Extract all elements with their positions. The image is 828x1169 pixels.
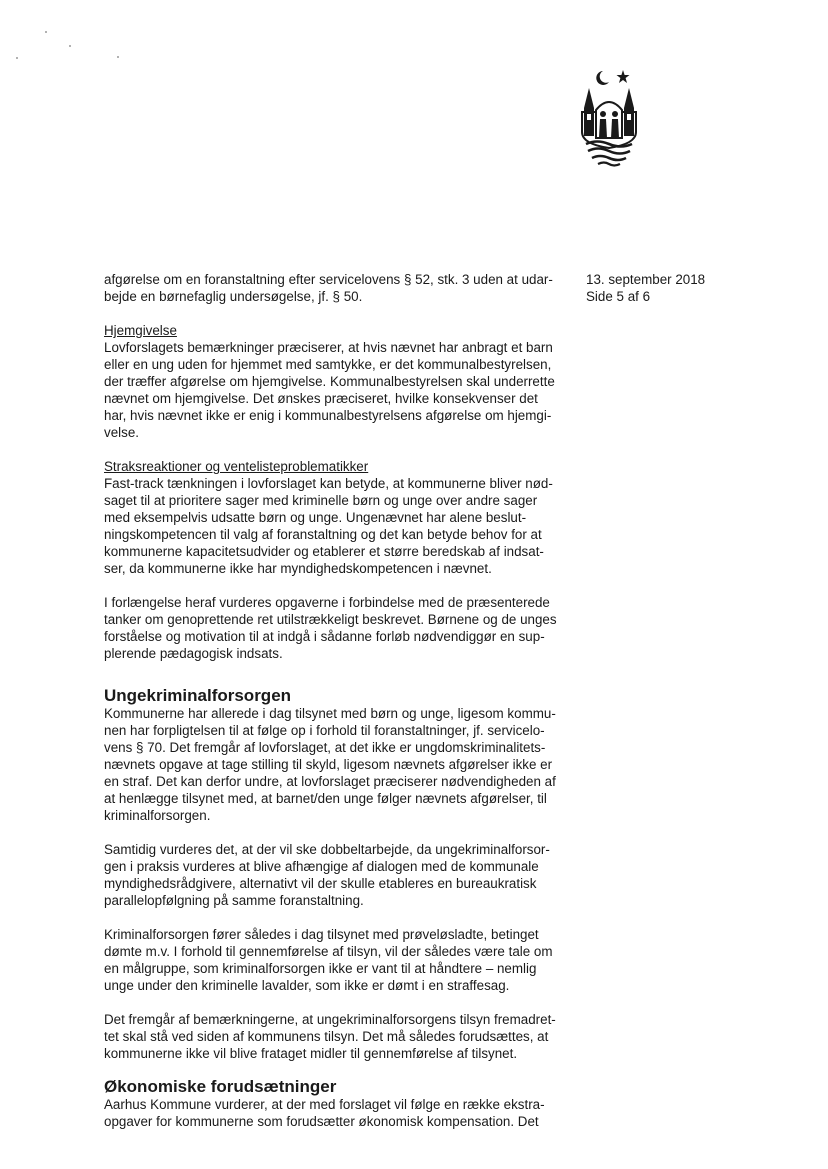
paragraph-ungekrim-2: Samtidig vurderes det, at der vil ske dobbeltarbejde, da ungekriminalforsor- gen i praksis vurderes at blive afhængige af dialogen med de kommunale myndighedsrådgivere, alternativt vil der skulle etableres en bureaukratisk parallelopfølgning på samme foranstaltning. (104, 842, 550, 908)
paragraph-hjemgivelse: Lovforslagets bemærkninger præciserer, at hvis nævnet har anbragt et barn eller en ung uden for hjemmet med samtykke, er det kommunalbestyrelsen, der træffer afgørelse om hjemgivelse. Kommunalbestyrelsen skal underrette nævnet om hjemgivelse. Det ønskes præciseret, hvilke konsekvenser det har, hvis nævnet ikke er enig i kommunalbestyrelsens afgørelse om hjemgi- velse. (104, 340, 555, 440)
document-meta (586, 271, 786, 305)
paragraph-forlaengelse: I forlængelse heraf vurderes opgaverne i forbindelse med de præsenterede tanker om genoprettende ret utilstrækkeligt beskrevet. Børnene og de unges forståelse og motivation til at indgå i sådanne forløb nødvendiggør en sup- plerende pædagogisk indsats. (104, 595, 557, 661)
document-body (104, 271, 564, 1130)
subheading-hjemgivelse: Hjemgivelse (104, 323, 177, 338)
section-heading-ungekriminalforsorgen: Ungekriminalforsorgen (104, 686, 292, 705)
section-heading-oekonomiske-forudsaetninger: Økonomiske forudsætninger (104, 1077, 337, 1096)
paragraph-oekonomi: Aarhus Kommune vurderer, at der med forslaget vil følge en række ekstra- opgaver for kommunerne som forudsætter økonomisk kompensation. Det (104, 1097, 545, 1129)
paragraph-ungekrim-1: Kommunerne har allerede i dag tilsynet med børn og unge, ligesom kommu- nen har forpligtelsen til at følge op i forhold til foranstaltninger, jf. servicelo- vens § 70. Det fremgår af lovforslaget, at det ikke er ungdomskriminalitets- nævnets opgave at tage stilling til skyld, ligesom nævnets afgørelser ikke er en straf. Det kan derfor undre, at lovforslaget præciserer nødvendigheden af at henlægge tilsynet med, at barnet/den unge følger nævnets afgørelser, til kriminalforsorgen. (104, 706, 556, 823)
paragraph-ungekrim-4: Det fremgår af bemærkningerne, at ungekriminalforsorgens tilsyn fremadret- tet skal stå ved siden af kommunens tilsyn. Det må således forudsættes, at kommunerne ikke vil blive frataget midler til gennemførelse af tilsynet. (104, 1012, 556, 1061)
subheading-straksreaktioner: Straksreaktioner og ventelisteproblematikker (104, 459, 369, 474)
coat-of-arms-icon (578, 68, 640, 168)
paragraph-straksreaktioner: Fast-track tænkningen i lovforslaget kan betyde, at kommunerne bliver nød- saget til at prioritere sager med kriminelle børn og unge over andre sager med eksempelvis udsatte børn og unge. Ungenævnet har alene beslut- ningskompetencen til valg af foranstaltning og det kan betyde behov for at kommunerne kapacitetsudvider og etablerer et større beredskab af indsat- ser, da kommunerne ikke har myndighedskompetencen i nævnet. (104, 476, 553, 576)
page-number: Side 5 af 6 (586, 289, 651, 304)
document-date: 13. september 2018 (586, 272, 706, 287)
paragraph-ungekrim-3: Kriminalforsorgen fører således i dag tilsynet med prøveløsladte, betinget dømte m.v. I forhold til gennemførelse af tilsyn, vil der således være tale om en målgruppe, som kriminalforsorgen ikke er vant til at håndtere – nemlig unge under den kriminelle lavalder, som ikke er dømt i en straffesag. (104, 927, 553, 993)
intro-paragraph: afgørelse om en foranstaltning efter servicelovens § 52, stk. 3 uden at udar- bejde en børnefaglig undersøgelse, jf. § 50. (104, 272, 553, 304)
